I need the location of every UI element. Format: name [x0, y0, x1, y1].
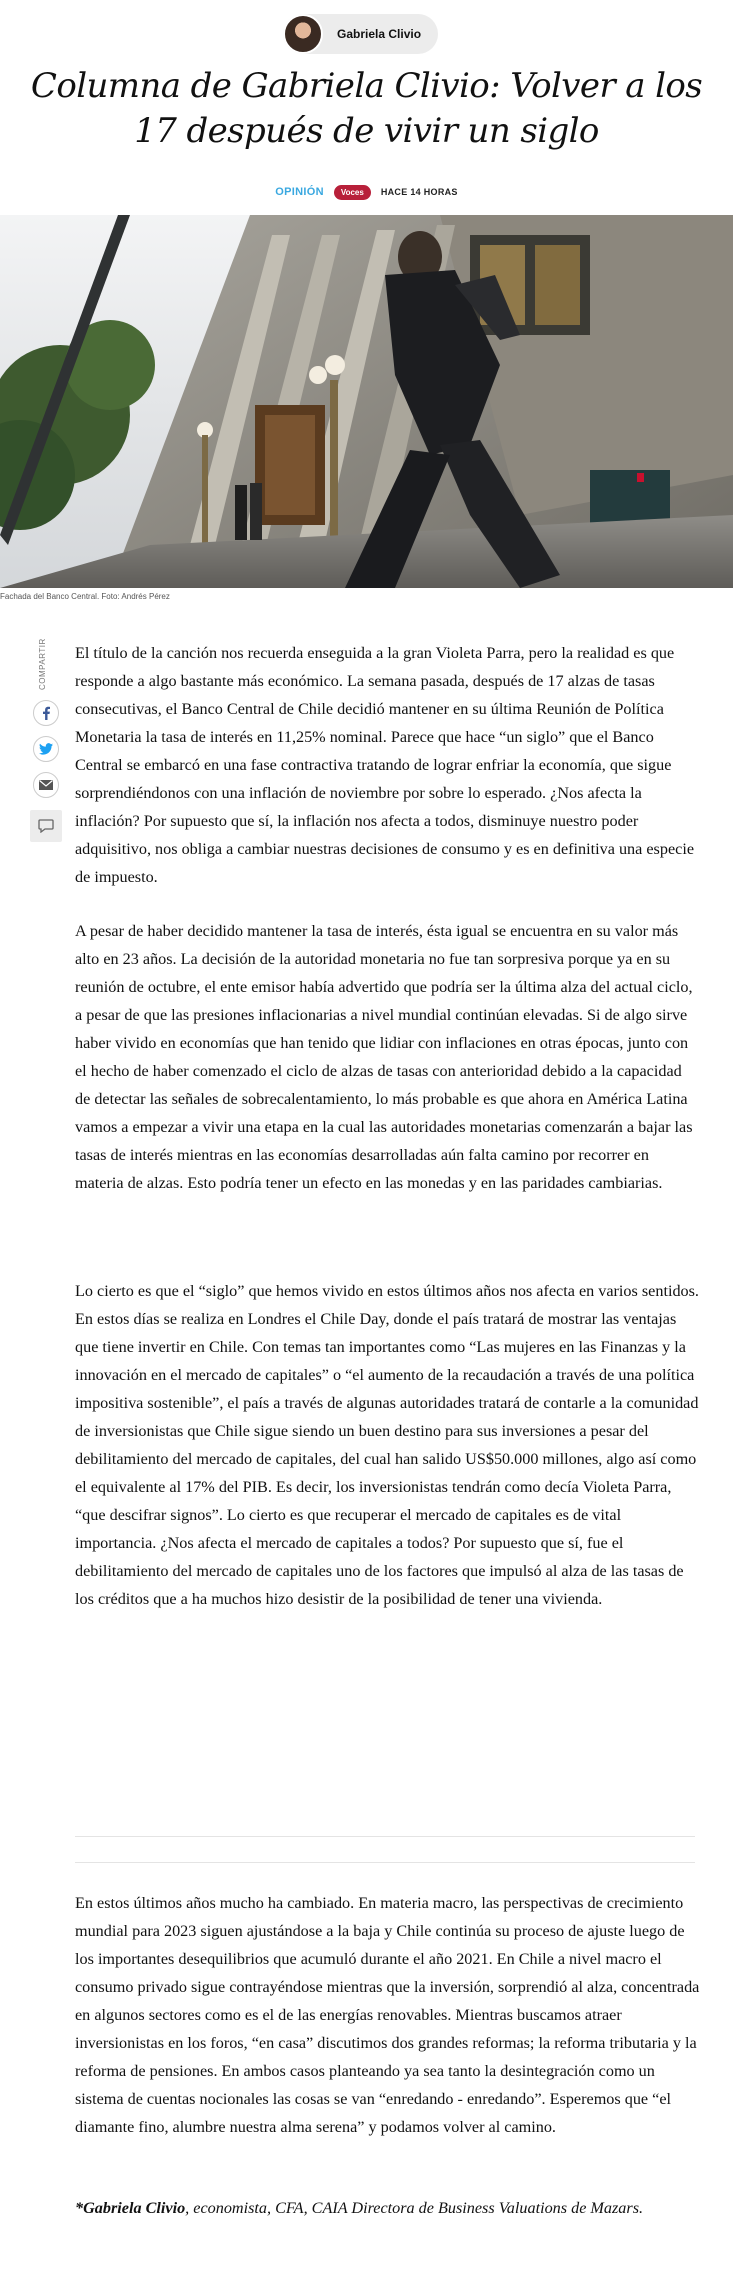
published-time: HACE 14 HORAS — [380, 187, 458, 197]
article-paragraph: En estos últimos años mucho ha cambiado. En materia macro, las perspectivas de crecimiento mundial para 2023 siguen ajustándose a la baja y Chile continúa su proceso de ajuste luego de los importantes desequilibrios que acumuló durante el año 2021. En Chile a nivel macro el consumo privado sigue contrayéndose mientras que la inversión, sorprendió al alza, concentrada en algunos sectores como es el de las energías renovables. Mientras buscamos atraer inversionistas en los foros, “en casa” discutimos dos grandes reformas; la reforma tributaria y la reforma de pensiones. En ambos casos planteando ya sea tanto la desintegración como un sistema de cuentas nocionales las cosas se van “enredando - enredando”. Esperemos que “el diamante fino, alumbre nuestra alma serena” y podamos volver al camino. — [75, 1894, 700, 2136]
divider — [75, 1836, 695, 1837]
author-note-name: *Gabriela Clivio — [75, 2199, 186, 2217]
article-paragraph: Lo cierto es que el “siglo” que hemos vivido en estos últimos años nos afecta en varios sentidos. En estos días se realiza en Londres el Chile Day, donde el país tratará de mostrar las ventajas que tiene invertir en Chile. Con temas tan importantes como “Las mujeres en las Finanzas y la innovación en el mercado de capitales” o “el aumento de la recaudación a través de una política impositiva sostenible”, el país a través de algunas autoridades tratará de contarle a la comunidad de inversionistas que Chile sigue siendo un buen destino para sus inversiones a pesar del debilitamiento del mercado de capitales, del cual han salido US$50.000 millones, algo así como el equivalente al 17% del PIB. Es decir, los inversionistas tendrán como decía Violeta Parra, “que descifrar signos”. Lo cierto es que recuperar el mercado de capitales es de vital importancia. ¿Nos afecta el mercado de capitales a todos? Por supuesto que sí, fue el debilitamiento del mercado de capitales uno de los factores que impulsó al alza de las tasas de los créditos que a ha muchos hizo desistir de la posibilidad de tener una vivienda. — [75, 1282, 699, 1608]
divider — [75, 1862, 695, 1863]
article-meta — [0, 182, 733, 202]
share-label: COMPARTIR — [38, 638, 47, 690]
hero-photo — [0, 215, 733, 588]
article-paragraph: A pesar de haber decidido mantener la tasa de interés, ésta igual se encuentra en su valor más alto en 23 años. La decisión de la autoridad monetaria no fue tan sorpresiva porque ya en su reunión de octubre, el ente emisor había advertido que podría ser la última alza del actual ciclo, a pesar de que las presiones inflacionarias a nivel mundial continúan elevadas. Si de algo sirve haber vivido en economías que han tenido que lidiar con inflaciones en otras épocas, junto con el hecho de haber comenzado el ciclo de alzas de tasas con anterioridad debido a la capacidad de detectar las señales de sobrecalentamiento, lo más probable es que ahora en América Latina vamos a empezar a vivir una etapa en la cual las autoridades monetarias comenzarán a bajar las tasas de interés mientras en las economías desarrolladas aún falta camino por recorrer en materia de alzas. Esto podría tener un efecto en las monedas y en las paridades cambiarias. — [75, 922, 693, 1192]
section-link[interactable]: OPINIÓN — [275, 186, 324, 198]
comment-button[interactable] — [30, 810, 62, 842]
author-avatar — [283, 14, 323, 54]
facebook-share-button[interactable] — [33, 700, 59, 726]
voces-badge[interactable]: Voces — [334, 185, 371, 200]
author-name: Gabriela Clivio — [337, 27, 422, 41]
author-pill[interactable] — [283, 14, 438, 54]
facebook-icon — [41, 706, 51, 720]
comment-icon — [38, 819, 54, 833]
email-share-button[interactable] — [33, 772, 59, 798]
article-headline: Columna de Gabriela Clivio: Volver a los 17 después de vivir un siglo — [30, 66, 703, 151]
author-note-description: , economista, CFA, CAIA Directora de Business Valuations de Mazars. — [185, 2199, 644, 2217]
twitter-share-button[interactable] — [33, 736, 59, 762]
article-paragraph: El título de la canción nos recuerda enseguida a la gran Violeta Parra, pero la realidad es que responde a algo bastante más económico. La semana pasada, después de 17 alzas de tasas consecutivas, el Banco Central de Chile decidió mantener en su última Reunión de Política Monetaria la tasa de interés en 11,25% nominal. Parece que hace “un siglo” que el Banco Central se embarcó en una fase contractiva tratando de lograr enfriar la economía, que sigue sorprendiéndonos con una inflación de noviembre por sobre lo esperado. ¿Nos afecta la inflación? Por supuesto que sí, la inflación nos afecta a todos, disminuye nuestro poder adquisitivo, nos obliga a cambiar nuestras decisiones de consumo y es en definitiva una especie de impuesto. — [75, 644, 694, 886]
photo-caption: Fachada del Banco Central. Foto: Andrés Pérez — [0, 592, 170, 601]
author-note — [75, 2194, 700, 2222]
email-icon — [39, 780, 53, 790]
twitter-icon — [39, 743, 53, 755]
hero-photo-illustration — [0, 215, 733, 588]
